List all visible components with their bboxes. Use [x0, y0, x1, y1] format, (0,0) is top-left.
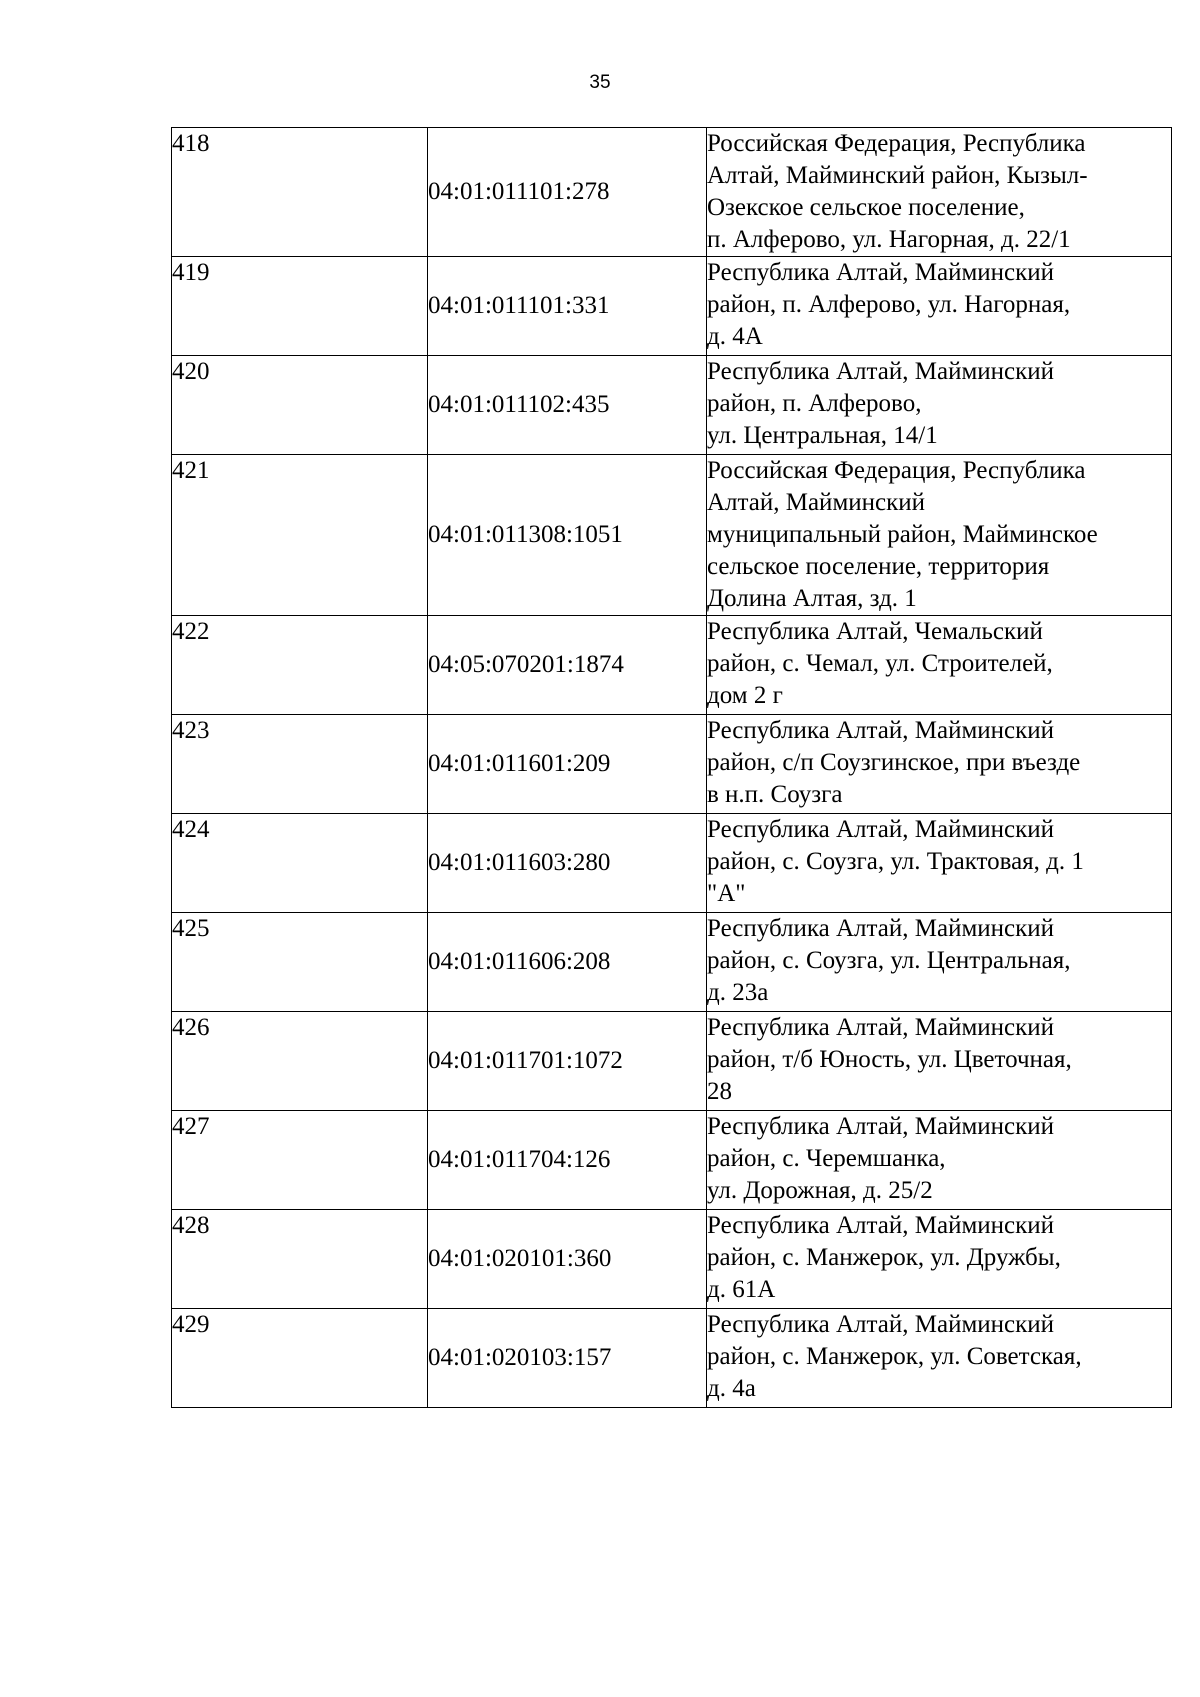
- address-line: муниципальный район, Майминское: [707, 521, 1098, 548]
- table-row: [172, 814, 1172, 913]
- cadastral-number-cell: 04:01:011704:126: [428, 1111, 707, 1210]
- address-line: район, с/п Соузгинское, при въезде: [707, 749, 1081, 776]
- address-line: Республика Алтай, Майминский: [707, 259, 1055, 286]
- address-line: район, с. Соузга, ул. Центральная,: [707, 947, 1071, 974]
- address-cell: [707, 128, 1172, 257]
- address-line: Республика Алтай, Майминский: [707, 1212, 1055, 1239]
- address-line: Республика Алтай, Майминский: [707, 1113, 1055, 1140]
- address-line: дом 2 г: [707, 682, 783, 709]
- table-row: [172, 913, 1172, 1012]
- address-line: Алтай, Майминский: [707, 489, 926, 516]
- address-line: Республика Алтай, Чемальский: [707, 618, 1043, 645]
- cadastral-number-cell: 04:01:011308:1051: [428, 455, 707, 616]
- cadastral-number-cell: 04:01:020103:157: [428, 1309, 707, 1408]
- registry-table-body: [172, 128, 1172, 1408]
- table-row: [172, 1012, 1172, 1111]
- row-number-cell: 418: [172, 128, 428, 257]
- row-number-cell: 425: [172, 913, 428, 1012]
- address-line: ул. Центральная, 14/1: [707, 422, 938, 449]
- address-line: сельское поселение, территория: [707, 553, 1050, 580]
- address-line: Российская Федерация, Республика: [707, 457, 1086, 484]
- address-line: район, п. Алферово, ул. Нагорная,: [707, 291, 1071, 318]
- address-line: Республика Алтай, Майминский: [707, 915, 1055, 942]
- address-cell: [707, 455, 1172, 616]
- address-cell: [707, 257, 1172, 356]
- address-line: Озекское сельское поселение,: [707, 194, 1025, 221]
- table-row: [172, 455, 1172, 616]
- table-row: [172, 715, 1172, 814]
- cadastral-number-cell: 04:01:011601:209: [428, 715, 707, 814]
- address-line: район, т/б Юность, ул. Цветочная,: [707, 1046, 1072, 1073]
- cadastral-number-cell: 04:01:020101:360: [428, 1210, 707, 1309]
- address-cell: [707, 715, 1172, 814]
- address-line: д. 23а: [707, 979, 769, 1006]
- cadastral-number-cell: 04:01:011101:278: [428, 128, 707, 257]
- address-line: район, п. Алферово,: [707, 390, 922, 417]
- row-number-cell: 420: [172, 356, 428, 455]
- address-line: Алтай, Майминский район, Кызыл-: [707, 162, 1088, 189]
- row-number-cell: 427: [172, 1111, 428, 1210]
- address-line: Долина Алтая, зд. 1: [707, 585, 917, 612]
- row-number-cell: 426: [172, 1012, 428, 1111]
- address-line: 28: [707, 1078, 732, 1105]
- address-line: Республика Алтай, Майминский: [707, 816, 1055, 843]
- cadastral-number-cell: 04:01:011603:280: [428, 814, 707, 913]
- address-line: ул. Дорожная, д. 25/2: [707, 1177, 933, 1204]
- table-row: [172, 128, 1172, 257]
- address-line: Республика Алтай, Майминский: [707, 1014, 1055, 1041]
- cadastral-number-cell: 04:01:011102:435: [428, 356, 707, 455]
- address-line: "А": [707, 880, 746, 907]
- address-cell: [707, 616, 1172, 715]
- row-number-cell: 429: [172, 1309, 428, 1408]
- address-line: п. Алферово, ул. Нагорная, д. 22/1: [707, 226, 1071, 253]
- address-line: район, с. Манжерок, ул. Советская,: [707, 1343, 1082, 1370]
- cadastral-number-cell: 04:01:011701:1072: [428, 1012, 707, 1111]
- address-line: Республика Алтай, Майминский: [707, 1311, 1055, 1338]
- page-number: 35: [589, 72, 611, 93]
- address-cell: [707, 356, 1172, 455]
- table-row: [172, 1210, 1172, 1309]
- address-line: район, с. Черемшанка,: [707, 1145, 946, 1172]
- table-row: [172, 356, 1172, 455]
- row-number-cell: 424: [172, 814, 428, 913]
- address-line: Российская Федерация, Республика: [707, 130, 1086, 157]
- address-cell: [707, 1309, 1172, 1408]
- address-cell: [707, 814, 1172, 913]
- cadastral-number-cell: 04:01:011101:331: [428, 257, 707, 356]
- row-number-cell: 423: [172, 715, 428, 814]
- address-cell: [707, 1111, 1172, 1210]
- address-line: д. 61А: [707, 1276, 776, 1303]
- row-number-cell: 419: [172, 257, 428, 356]
- row-number-cell: 428: [172, 1210, 428, 1309]
- table-row: [172, 257, 1172, 356]
- row-number-cell: 422: [172, 616, 428, 715]
- address-line: д. 4А: [707, 323, 763, 350]
- cadastral-number-cell: 04:05:070201:1874: [428, 616, 707, 715]
- table-row: [172, 1309, 1172, 1408]
- address-cell: [707, 1210, 1172, 1309]
- address-line: в н.п. Соузга: [707, 781, 843, 808]
- address-line: Республика Алтай, Майминский: [707, 717, 1055, 744]
- table-row: [172, 1111, 1172, 1210]
- address-line: Республика Алтай, Майминский: [707, 358, 1055, 385]
- table-row: [172, 616, 1172, 715]
- row-number-cell: 421: [172, 455, 428, 616]
- address-line: район, с. Чемал, ул. Строителей,: [707, 650, 1053, 677]
- cadastral-number-cell: 04:01:011606:208: [428, 913, 707, 1012]
- address-line: район, с. Соузга, ул. Трактовая, д. 1: [707, 848, 1084, 875]
- address-cell: [707, 913, 1172, 1012]
- registry-table: [171, 127, 1172, 1408]
- address-line: район, с. Манжерок, ул. Дружбы,: [707, 1244, 1061, 1271]
- address-cell: [707, 1012, 1172, 1111]
- address-line: д. 4а: [707, 1375, 756, 1402]
